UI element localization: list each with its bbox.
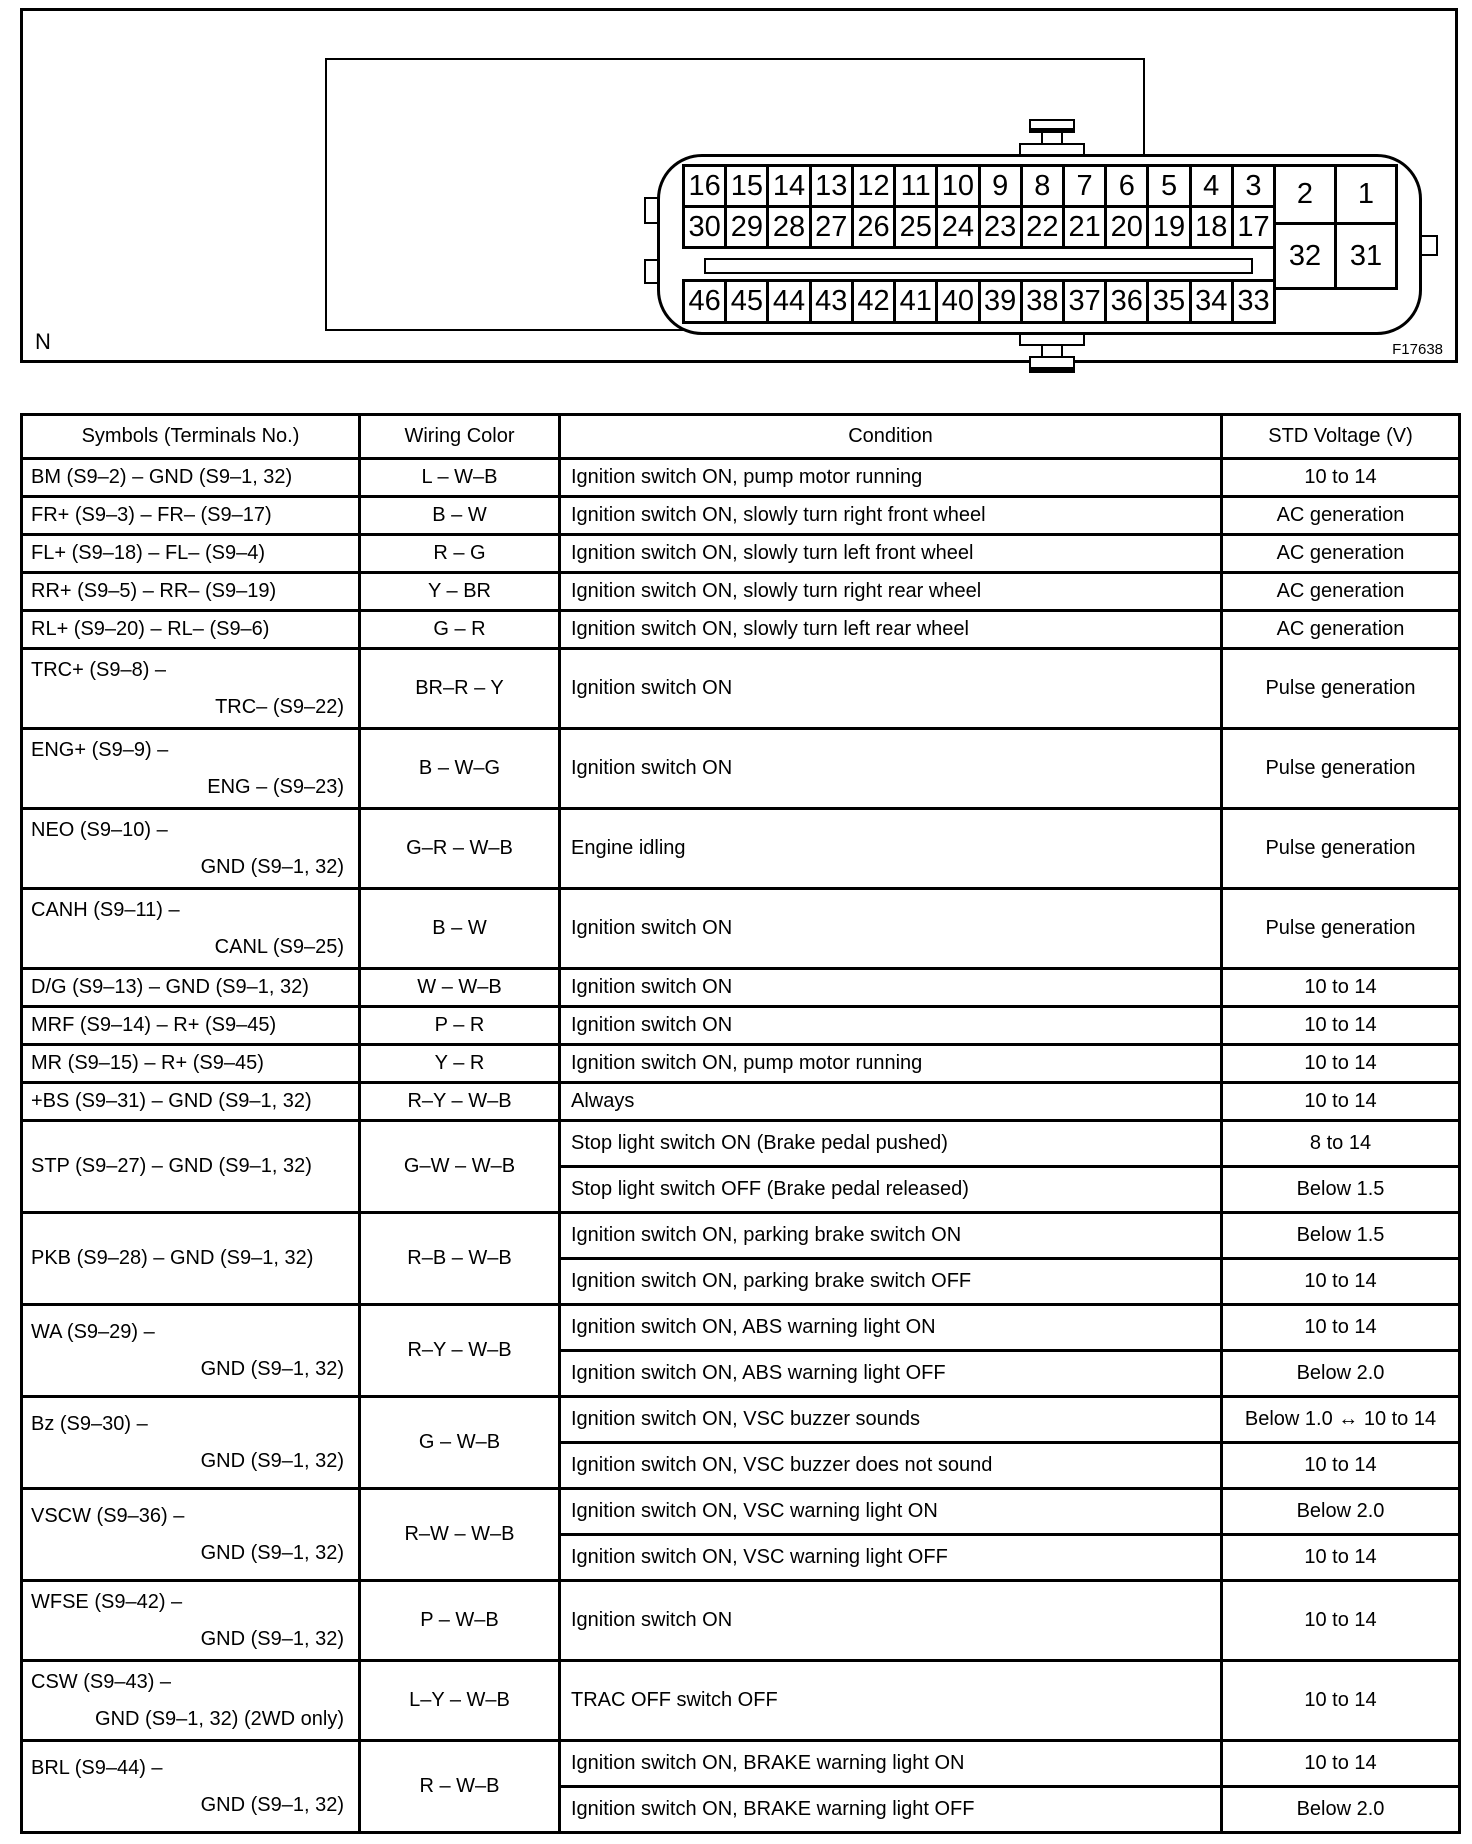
symbol-cell: +BS (S9–31) – GND (S9–1, 32) — [22, 1083, 360, 1121]
table-row — [22, 969, 1460, 1007]
pin-8: 8 — [1020, 164, 1065, 208]
pin-15: 15 — [724, 164, 769, 208]
condition-cell: Ignition switch ON, pump motor running — [560, 459, 1222, 497]
condition-cell: Ignition switch ON, slowly turn right rear wheel — [560, 573, 1222, 611]
voltage-cell: Pulse generation — [1222, 889, 1460, 969]
pin-4: 4 — [1189, 164, 1234, 208]
pin-30: 30 — [682, 205, 727, 249]
pin-34: 34 — [1189, 279, 1234, 324]
symbol-cell: FR+ (S9–3) – FR– (S9–17) — [22, 497, 360, 535]
voltage-cell: AC generation — [1222, 535, 1460, 573]
table-row — [22, 459, 1460, 497]
pin-10: 10 — [935, 164, 980, 208]
wiring-color-cell: BR–R – Y — [360, 649, 560, 729]
connector-figure — [20, 8, 1458, 363]
pin-38: 38 — [1020, 279, 1065, 324]
symbol-cell: BM (S9–2) – GND (S9–1, 32) — [22, 459, 360, 497]
pin-26: 26 — [851, 205, 896, 249]
pin-46: 46 — [682, 279, 727, 324]
header-std-voltage: STD Voltage (V) — [1222, 415, 1460, 459]
condition-cell: Ignition switch ON, VSC buzzer does not sound — [560, 1443, 1222, 1489]
pin-31: 31 — [1334, 222, 1398, 290]
voltage-cell: AC generation — [1222, 573, 1460, 611]
table-row — [22, 1489, 1460, 1535]
pin-28: 28 — [766, 205, 811, 249]
condition-cell: Ignition switch ON — [560, 1581, 1222, 1661]
voltage-cell: Pulse generation — [1222, 649, 1460, 729]
voltage-cell: 10 to 14 — [1222, 1007, 1460, 1045]
pin-41: 41 — [893, 279, 938, 324]
pin-42: 42 — [851, 279, 896, 324]
voltage-cell: 10 to 14 — [1222, 1259, 1460, 1305]
condition-cell: Ignition switch ON, ABS warning light ON — [560, 1305, 1222, 1351]
pin-36: 36 — [1104, 279, 1149, 324]
condition-cell: Ignition switch ON — [560, 889, 1222, 969]
wiring-color-cell: P – W–B — [360, 1581, 560, 1661]
table-row — [22, 1397, 1460, 1443]
pin-9: 9 — [978, 164, 1023, 208]
table-header-row — [22, 415, 1460, 459]
table-row — [22, 1581, 1460, 1661]
voltage-cell: AC generation — [1222, 611, 1460, 649]
wiring-color-cell: G – R — [360, 611, 560, 649]
voltage-cell: 10 to 14 — [1222, 1083, 1460, 1121]
table-row — [22, 809, 1460, 889]
voltage-cell: Below 1.0 ↔ 10 to 14 — [1222, 1397, 1460, 1443]
pin-33: 33 — [1231, 279, 1276, 324]
header-condition: Condition — [560, 415, 1222, 459]
voltage-cell: 10 to 14 — [1222, 1741, 1460, 1787]
power-pin-block — [1273, 164, 1398, 290]
table-row — [22, 1661, 1460, 1741]
condition-cell: Ignition switch ON, slowly turn right front wheel — [560, 497, 1222, 535]
table-row — [22, 1213, 1460, 1259]
pin-25: 25 — [893, 205, 938, 249]
wiring-color-cell: R–Y – W–B — [360, 1305, 560, 1397]
voltage-cell: 10 to 14 — [1222, 1305, 1460, 1351]
symbol-cell: RL+ (S9–20) – RL– (S9–6) — [22, 611, 360, 649]
power-pin-row-top — [1273, 164, 1398, 225]
wiring-color-cell: G–W – W–B — [360, 1121, 560, 1213]
pin-45: 45 — [724, 279, 769, 324]
voltage-cell: Below 2.0 — [1222, 1351, 1460, 1397]
symbol-cell: FL+ (S9–18) – FL– (S9–4) — [22, 535, 360, 573]
pin-24: 24 — [935, 205, 980, 249]
pin-13: 13 — [809, 164, 854, 208]
voltage-cell: 10 to 14 — [1222, 1045, 1460, 1083]
pin-5: 5 — [1146, 164, 1191, 208]
wiring-color-cell: Y – BR — [360, 573, 560, 611]
wiring-color-cell: Y – R — [360, 1045, 560, 1083]
wiring-color-cell: W – W–B — [360, 969, 560, 1007]
pin-22: 22 — [1020, 205, 1065, 249]
condition-cell: Ignition switch ON — [560, 729, 1222, 809]
condition-cell: Ignition switch ON — [560, 1007, 1222, 1045]
wiring-color-cell: R–Y – W–B — [360, 1083, 560, 1121]
symbol-cell: D/G (S9–13) – GND (S9–1, 32) — [22, 969, 360, 1007]
symbol-cell: WA (S9–29) – GND (S9–1, 32) — [22, 1305, 360, 1397]
figure-corner-label: N — [35, 329, 51, 354]
condition-cell: Ignition switch ON, parking brake switch ON — [560, 1213, 1222, 1259]
symbol-cell: Bz (S9–30) – GND (S9–1, 32) — [22, 1397, 360, 1489]
condition-cell: Ignition switch ON — [560, 969, 1222, 1007]
pin-row-top — [682, 164, 1276, 208]
pin-40: 40 — [935, 279, 980, 324]
condition-cell: Ignition switch ON, BRAKE warning light ON — [560, 1741, 1222, 1787]
symbol-cell: CSW (S9–43) – GND (S9–1, 32) (2WD only) — [22, 1661, 360, 1741]
table-row — [22, 1045, 1460, 1083]
pin-6: 6 — [1104, 164, 1149, 208]
pin-39: 39 — [978, 279, 1023, 324]
condition-cell: Ignition switch ON, BRAKE warning light OFF — [560, 1787, 1222, 1833]
table-row — [22, 649, 1460, 729]
connector-key-slot — [704, 258, 1253, 274]
wiring-color-cell: G – W–B — [360, 1397, 560, 1489]
voltage-cell: 10 to 14 — [1222, 1581, 1460, 1661]
condition-cell: Ignition switch ON, parking brake switch OFF — [560, 1259, 1222, 1305]
voltage-cell: 10 to 14 — [1222, 459, 1460, 497]
wiring-color-cell: R–B – W–B — [360, 1213, 560, 1305]
symbol-cell: NEO (S9–10) – GND (S9–1, 32) — [22, 809, 360, 889]
symbol-cell: RR+ (S9–5) – RR– (S9–19) — [22, 573, 360, 611]
condition-cell: Ignition switch ON, VSC warning light OFF — [560, 1535, 1222, 1581]
table-row — [22, 535, 1460, 573]
pin-row-middle — [682, 205, 1276, 249]
voltage-cell: AC generation — [1222, 497, 1460, 535]
wiring-color-cell: B – W — [360, 889, 560, 969]
pin-2: 2 — [1273, 164, 1337, 225]
voltage-cell: 10 to 14 — [1222, 1535, 1460, 1581]
pin-29: 29 — [724, 205, 769, 249]
voltage-cell: Below 2.0 — [1222, 1489, 1460, 1535]
pin-35: 35 — [1146, 279, 1191, 324]
figure-code: F17638 — [1392, 341, 1443, 358]
wiring-color-cell: L–Y – W–B — [360, 1661, 560, 1741]
condition-cell: Stop light switch OFF (Brake pedal released) — [560, 1167, 1222, 1213]
voltage-cell: Pulse generation — [1222, 809, 1460, 889]
symbol-cell: PKB (S9–28) – GND (S9–1, 32) — [22, 1213, 360, 1305]
header-wiring-color: Wiring Color — [360, 415, 560, 459]
table-row — [22, 889, 1460, 969]
pin-1: 1 — [1334, 164, 1398, 225]
pin-37: 37 — [1062, 279, 1107, 324]
wiring-color-cell: G–R – W–B — [360, 809, 560, 889]
condition-cell: TRAC OFF switch OFF — [560, 1661, 1222, 1741]
pin-23: 23 — [978, 205, 1023, 249]
condition-cell: Ignition switch ON — [560, 649, 1222, 729]
symbol-cell: VSCW (S9–36) – GND (S9–1, 32) — [22, 1489, 360, 1581]
condition-cell: Ignition switch ON, VSC warning light ON — [560, 1489, 1222, 1535]
connector-bottom-latch-cap — [1029, 356, 1075, 373]
table-row — [22, 1007, 1460, 1045]
pin-3: 3 — [1231, 164, 1276, 208]
symbol-cell: TRC+ (S9–8) – TRC– (S9–22) — [22, 649, 360, 729]
condition-cell: Ignition switch ON, pump motor running — [560, 1045, 1222, 1083]
pin-row-bottom — [682, 279, 1276, 324]
table-row — [22, 497, 1460, 535]
voltage-cell: Pulse generation — [1222, 729, 1460, 809]
symbol-cell: STP (S9–27) – GND (S9–1, 32) — [22, 1121, 360, 1213]
voltage-cell: 10 to 14 — [1222, 969, 1460, 1007]
symbol-cell: BRL (S9–44) – GND (S9–1, 32) — [22, 1741, 360, 1833]
wiring-color-cell: B – W — [360, 497, 560, 535]
wiring-color-cell: R–W – W–B — [360, 1489, 560, 1581]
pin-12: 12 — [851, 164, 896, 208]
condition-cell: Stop light switch ON (Brake pedal pushed) — [560, 1121, 1222, 1167]
pin-11: 11 — [893, 164, 938, 208]
header-symbols: Symbols (Terminals No.) — [22, 415, 360, 459]
pin-32: 32 — [1273, 222, 1337, 290]
condition-cell: Ignition switch ON, VSC buzzer sounds — [560, 1397, 1222, 1443]
condition-cell: Always — [560, 1083, 1222, 1121]
table-row — [22, 1305, 1460, 1351]
symbol-cell: MR (S9–15) – R+ (S9–45) — [22, 1045, 360, 1083]
table-row — [22, 1083, 1460, 1121]
wiring-color-cell: R – G — [360, 535, 560, 573]
pin-27: 27 — [809, 205, 854, 249]
pin-14: 14 — [766, 164, 811, 208]
voltage-cell: Below 1.5 — [1222, 1213, 1460, 1259]
voltage-cell: Below 2.0 — [1222, 1787, 1460, 1833]
wiring-color-cell: B – W–G — [360, 729, 560, 809]
table-row — [22, 573, 1460, 611]
symbol-cell: WFSE (S9–42) – GND (S9–1, 32) — [22, 1581, 360, 1661]
pin-44: 44 — [766, 279, 811, 324]
table-row — [22, 611, 1460, 649]
condition-cell: Engine idling — [560, 809, 1222, 889]
connector-diagram-box — [325, 58, 1383, 331]
power-pin-row-bottom — [1273, 222, 1398, 290]
table-row — [22, 729, 1460, 809]
condition-cell: Ignition switch ON, ABS warning light OFF — [560, 1351, 1222, 1397]
symbol-cell: MRF (S9–14) – R+ (S9–45) — [22, 1007, 360, 1045]
symbol-cell: CANH (S9–11) – CANL (S9–25) — [22, 889, 360, 969]
pin-17: 17 — [1231, 205, 1276, 249]
table-row — [22, 1741, 1460, 1787]
wiring-color-cell: R – W–B — [360, 1741, 560, 1833]
wiring-color-cell: L – W–B — [360, 459, 560, 497]
condition-cell: Ignition switch ON, slowly turn left rear wheel — [560, 611, 1222, 649]
condition-cell: Ignition switch ON, slowly turn left front wheel — [560, 535, 1222, 573]
pin-19: 19 — [1146, 205, 1191, 249]
symbol-cell: ENG+ (S9–9) – ENG – (S9–23) — [22, 729, 360, 809]
voltage-cell: 8 to 14 — [1222, 1121, 1460, 1167]
terminal-voltage-table — [20, 413, 1461, 1834]
pin-43: 43 — [809, 279, 854, 324]
voltage-cell: 10 to 14 — [1222, 1443, 1460, 1489]
voltage-cell: 10 to 14 — [1222, 1661, 1460, 1741]
table-row — [22, 1121, 1460, 1167]
pin-20: 20 — [1104, 205, 1149, 249]
pin-18: 18 — [1189, 205, 1234, 249]
pin-16: 16 — [682, 164, 727, 208]
wiring-color-cell: P – R — [360, 1007, 560, 1045]
pin-21: 21 — [1062, 205, 1107, 249]
voltage-cell: Below 1.5 — [1222, 1167, 1460, 1213]
pin-7: 7 — [1062, 164, 1107, 208]
